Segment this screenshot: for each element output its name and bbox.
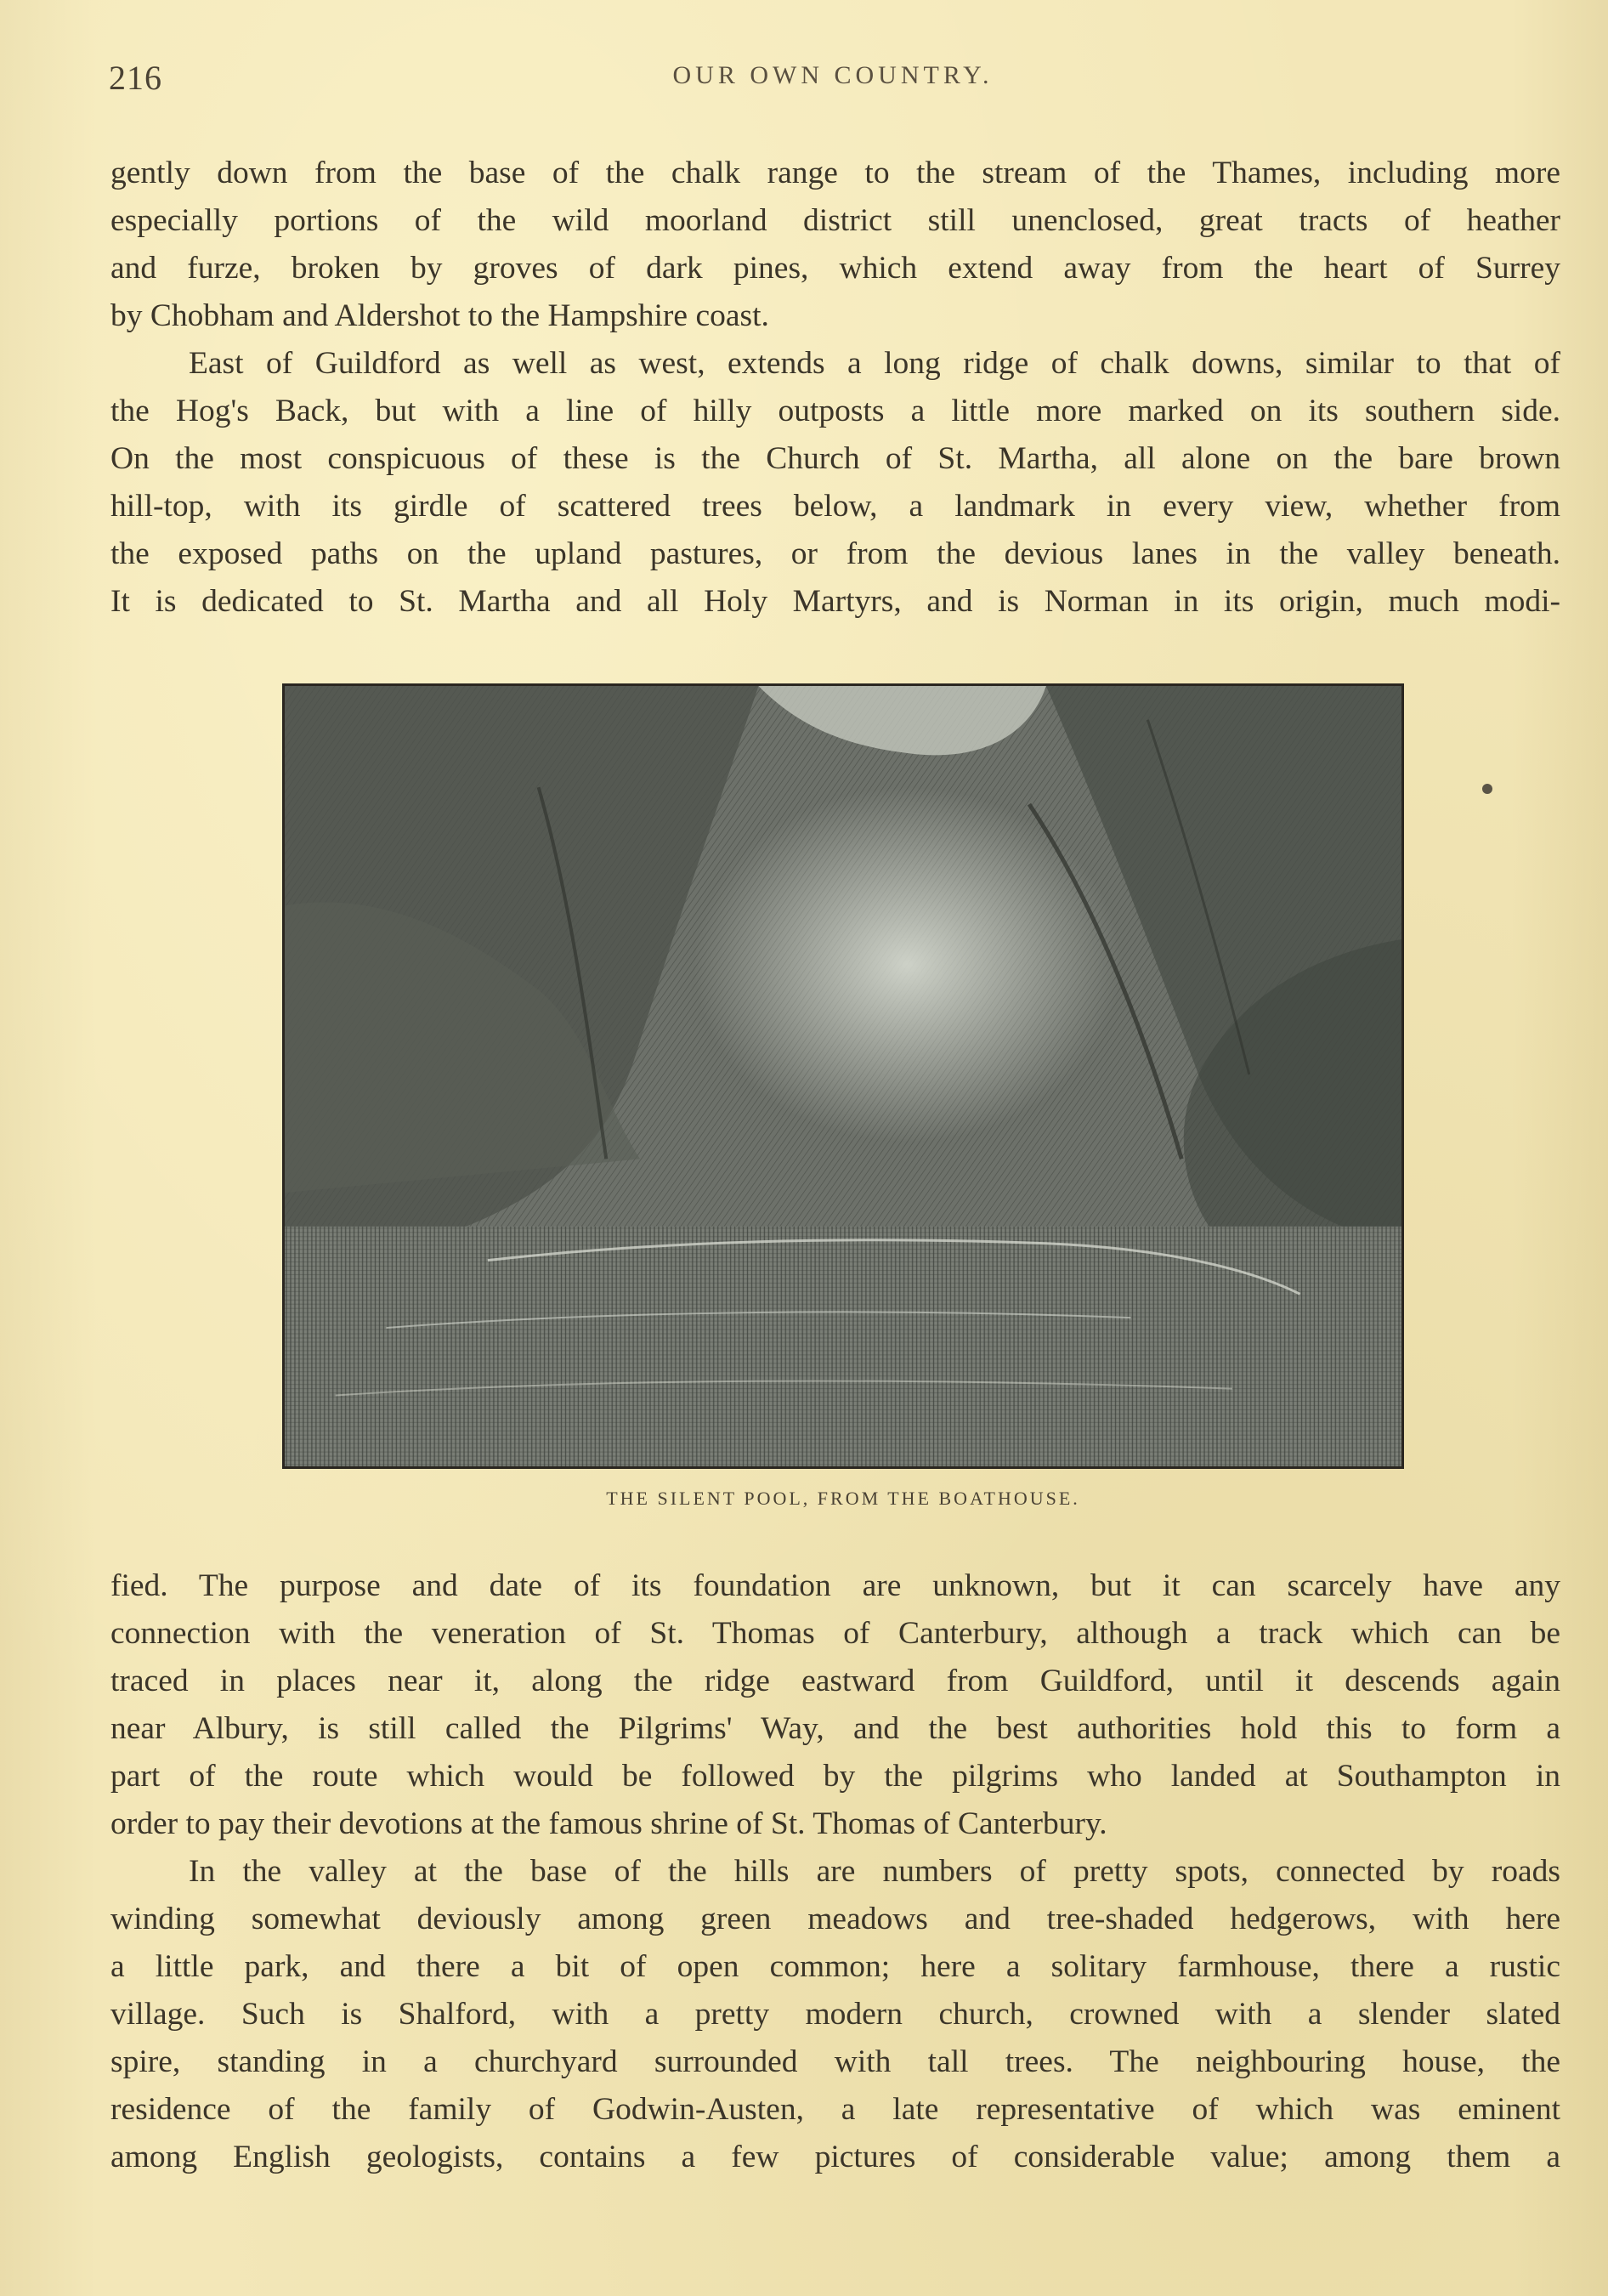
figure-caption: THE SILENT POOL, FROM THE BOATHOUSE. bbox=[606, 1488, 1080, 1509]
ink-spot bbox=[1482, 784, 1492, 794]
text-line: especially portions of the wild moorland district still unenclosed, great tracts of heather bbox=[110, 203, 1560, 238]
running-head bbox=[109, 58, 1557, 109]
text-line: East of Guildford as well as west, extends a long ridge of chalk downs, similar to that of bbox=[189, 346, 1560, 381]
text-line: by Chobham and Aldershot to the Hampshire coast. bbox=[110, 298, 769, 333]
text-line: residence of the family of Godwin-Austen, a late representative of which was eminent bbox=[110, 2092, 1560, 2127]
text-line: village. Such is Shalford, with a pretty modern church, crowned with a slender slated bbox=[110, 1997, 1560, 2032]
text-line: fied. The purpose and date of its foundation are unknown, but it can scarcely have any bbox=[110, 1568, 1560, 1603]
text-line: a little park, and there a bit of open common; here a solitary farmhouse, there a rustic bbox=[110, 1949, 1560, 1984]
text-line: order to pay their devotions at the famous shrine of St. Thomas of Canterbury. bbox=[110, 1806, 1107, 1841]
paragraph bbox=[110, 1848, 1560, 2181]
body-text-bottom bbox=[110, 1562, 1560, 2181]
text-line: among English geologists, contains a few pictures of considerable value; among them a bbox=[110, 2140, 1560, 2174]
text-line: winding somewhat deviously among green meadows and tree-shaded hedgerows, with here bbox=[110, 1902, 1560, 1936]
text-line: traced in places near it, along the ridge eastward from Guildford, until it descends again bbox=[110, 1664, 1560, 1698]
engraving-image bbox=[282, 683, 1404, 1469]
text-line: gently down from the base of the chalk range to the stream of the Thames, including more bbox=[110, 156, 1560, 190]
running-title: OUR OWN COUNTRY. bbox=[672, 61, 994, 89]
text-line: It is dedicated to St. Martha and all Holy Martyrs, and is Norman in its origin, much modi- bbox=[110, 584, 1560, 619]
text-line: part of the route which would be followed by the pilgrims who landed at Southampton in bbox=[110, 1759, 1560, 1794]
text-line: the exposed paths on the upland pastures, or from the devious lanes in the valley beneath. bbox=[110, 536, 1560, 571]
paragraph bbox=[110, 1562, 1560, 1848]
paragraph bbox=[110, 150, 1560, 340]
text-line: spire, standing in a churchyard surrounded with tall trees. The neighbouring house, the bbox=[110, 2044, 1560, 2079]
text-line: near Albury, is still called the Pilgrims' Way, and the best authorities hold this to form a bbox=[110, 1711, 1560, 1746]
text-line: hill-top, with its girdle of scattered trees below, a landmark in every view, whether from bbox=[110, 489, 1560, 524]
text-line: On the most conspicuous of these is the Church of St. Martha, all alone on the bare brown bbox=[110, 441, 1560, 476]
text-line: In the valley at the base of the hills are numbers of pretty spots, connected by roads bbox=[189, 1854, 1560, 1889]
page-number: 216 bbox=[109, 59, 162, 97]
body-text-top bbox=[110, 150, 1560, 626]
illustration-figure bbox=[282, 683, 1404, 1509]
text-line: and furze, broken by groves of dark pines, which extend away from the heart of Surrey bbox=[110, 251, 1560, 286]
paragraph bbox=[110, 340, 1560, 626]
text-line: connection with the veneration of St. Thomas of Canterbury, although a track which can be bbox=[110, 1616, 1560, 1651]
text-line: the Hog's Back, but with a line of hilly outposts a little more marked on its southern side. bbox=[110, 394, 1560, 428]
